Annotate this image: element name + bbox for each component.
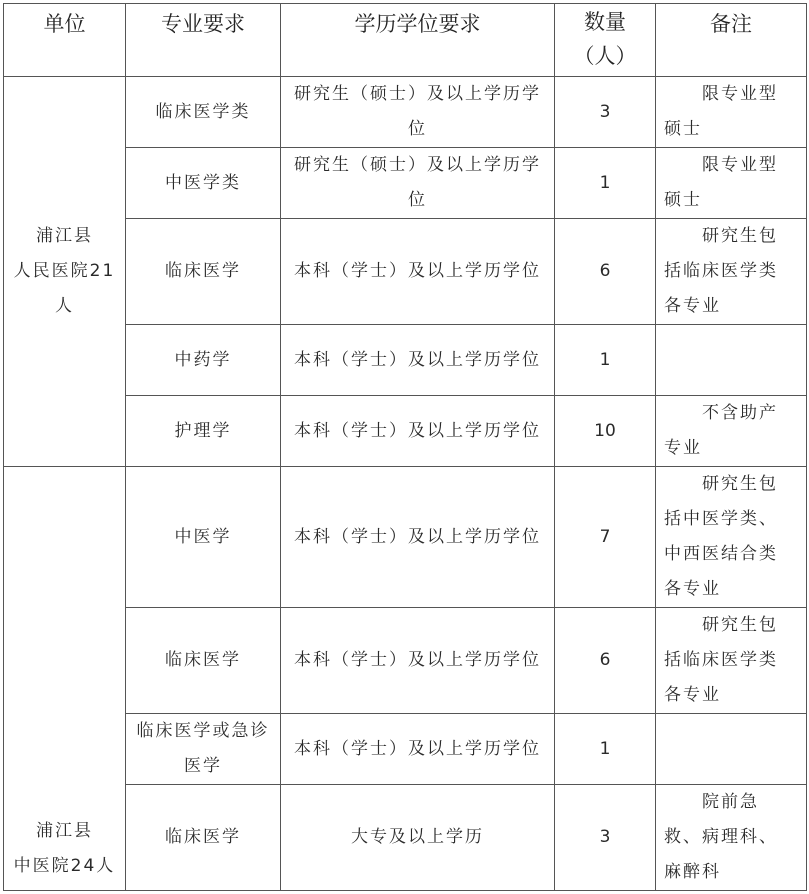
major-cell: 临床医学或急诊医学 (126, 714, 281, 785)
degree-cell: 本科（学士）及以上学历学位 (281, 714, 555, 785)
degree-cell: 本科（学士）及以上学历学位 (281, 396, 555, 467)
remark-cell: 限专业型 硕士 (656, 148, 807, 219)
major-cell: 中药学 (126, 325, 281, 396)
degree-cell: 研究生（硕士）及以上学历学位 (281, 77, 555, 148)
count-cell: 6 (555, 608, 656, 714)
remark-cell (656, 325, 807, 396)
remark-cell: 院前急 救、病理科、 麻醉科 (656, 785, 807, 891)
unit-cell: 浦江县 人民医院21 人 (4, 77, 126, 467)
count-cell: 3 (555, 785, 656, 891)
major-cell: 临床医学 (126, 219, 281, 325)
major-cell: 护理学 (126, 396, 281, 467)
degree-cell: 本科（学士）及以上学历学位 (281, 325, 555, 396)
count-cell: 1 (555, 148, 656, 219)
degree-cell: 本科（学士）及以上学历学位 (281, 219, 555, 325)
remark-cell: 研究生包 括临床医学类 各专业 (656, 608, 807, 714)
count-cell: 1 (555, 714, 656, 785)
unit-cell: 浦江县 中医院24人 (4, 467, 126, 891)
header-major: 专业要求 (126, 4, 281, 77)
degree-cell: 本科（学士）及以上学历学位 (281, 467, 555, 608)
major-cell: 临床医学类 (126, 77, 281, 148)
header-count: 数量（人） (555, 4, 656, 77)
count-cell: 1 (555, 325, 656, 396)
count-cell: 10 (555, 396, 656, 467)
major-cell: 临床医学 (126, 785, 281, 891)
remark-cell: 限专业型 硕士 (656, 77, 807, 148)
major-cell: 中医学 (126, 467, 281, 608)
table-row (4, 467, 807, 608)
header-unit: 单位 (4, 4, 126, 77)
remark-cell: 研究生包 括中医学类、 中西医结合类 各专业 (656, 467, 807, 608)
remark-cell: 不含助产 专业 (656, 396, 807, 467)
recruitment-table (3, 3, 807, 891)
remark-cell: 研究生包 括临床医学类 各专业 (656, 219, 807, 325)
count-cell: 3 (555, 77, 656, 148)
degree-cell: 研究生（硕士）及以上学历学位 (281, 148, 555, 219)
remark-cell (656, 714, 807, 785)
degree-cell: 大专及以上学历 (281, 785, 555, 891)
major-cell: 中医学类 (126, 148, 281, 219)
count-cell: 7 (555, 467, 656, 608)
table-row (4, 77, 807, 148)
degree-cell: 本科（学士）及以上学历学位 (281, 608, 555, 714)
header-remark: 备注 (656, 4, 807, 77)
header-degree: 学历学位要求 (281, 4, 555, 77)
header-row (4, 4, 807, 77)
count-cell: 6 (555, 219, 656, 325)
major-cell: 临床医学 (126, 608, 281, 714)
